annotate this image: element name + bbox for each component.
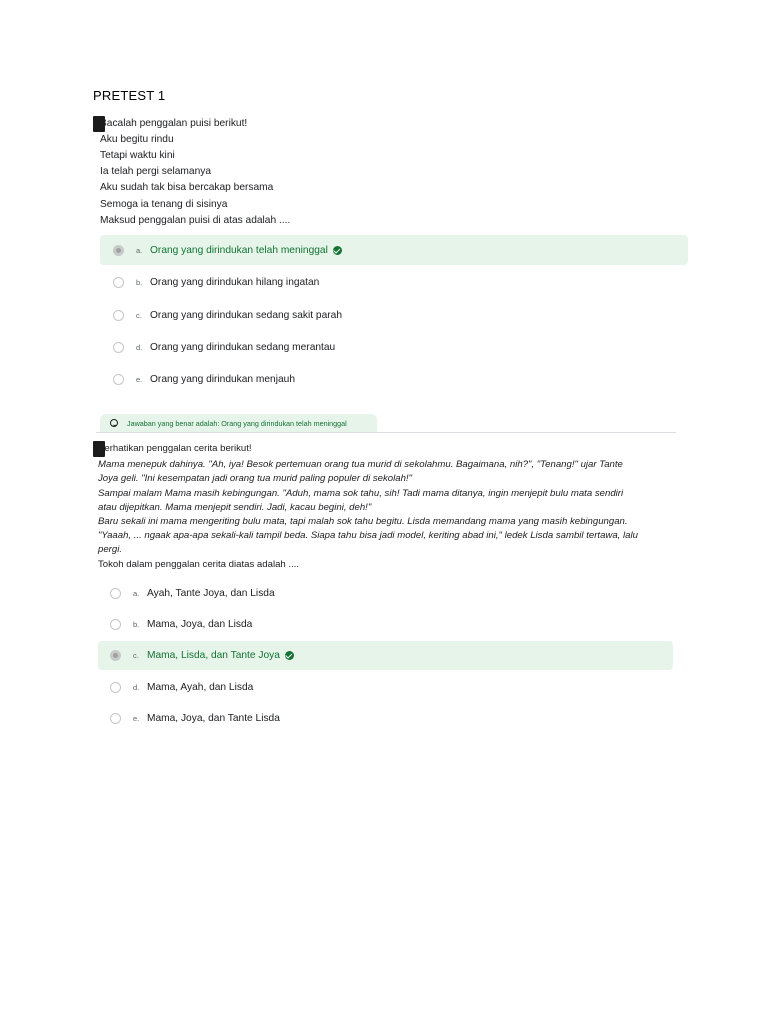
option-text: Mama, Joya, dan Lisda [147, 618, 253, 630]
radio-button[interactable] [110, 650, 121, 661]
option-text: Ayah, Tante Joya, dan Lisda [147, 587, 275, 599]
radio-button[interactable] [110, 682, 121, 693]
option-letter: c. [136, 310, 142, 320]
correct-answer-feedback [100, 414, 377, 432]
option-text: Orang yang dirindukan hilang ingatan [150, 276, 320, 288]
option-letter: b. [133, 619, 140, 629]
option-text: Orang yang dirindukan sedang sakit parah [150, 309, 342, 321]
radio-button[interactable] [113, 277, 124, 288]
poem-line: Ia telah pergi selamanya [100, 166, 211, 177]
option-letter: b. [136, 277, 143, 287]
option-text: Orang yang dirindukan menjauh [150, 373, 295, 385]
answer-option-c[interactable] [98, 641, 673, 670]
story-line: Sampai malam Mama masih kebingungan. "Aduh, mama sok tahu, sih! Tadi mama ditanya, ingin menjepit bulu mata sendiri [98, 488, 624, 499]
option-text: Mama, Joya, dan Tante Lisda [147, 712, 280, 724]
option-text: Mama, Ayah, dan Lisda [147, 681, 254, 693]
question-prompt: Maksud penggalan puisi di atas adalah .... [100, 215, 291, 226]
option-text: Orang yang dirindukan telah meninggal [150, 244, 328, 256]
option-letter: c. [133, 651, 139, 660]
page-title: PRETEST 1 [93, 88, 166, 103]
option-letter: a. [133, 588, 140, 598]
story-line: Mama menepuk dahinya. "Ah, iya! Besok pertemuan orang tua murid di sekolahmu. Bagaimana, nih?", "Tenang!" ujar Tante [98, 459, 623, 470]
story-line: Joya geli. "Ini kesempatan jadi orang tua murid paling populer di sekolah!" [98, 473, 412, 484]
poem-line: Tetapi waktu kini [100, 150, 175, 161]
answer-option-a[interactable] [98, 579, 673, 607]
answer-option-b[interactable] [98, 610, 673, 638]
radio-button[interactable] [110, 588, 121, 599]
radio-button[interactable] [113, 310, 124, 321]
option-letter: e. [136, 374, 143, 384]
answer-option-a[interactable] [100, 235, 688, 265]
radio-button[interactable] [110, 619, 121, 630]
correct-check-icon [333, 246, 342, 255]
option-letter: d. [133, 682, 140, 692]
question-text: Bacalah penggalan puisi berikut! [100, 118, 248, 129]
story-line: Baru sekali ini mama mengeriting bulu mata, tapi malah sok tahu begitu. Lisda memandang mama yang masih kebingungan. [98, 516, 628, 527]
story-line: atau dijepitkan. Mama menjepit sendiri. Jadi, kacau begini, deh!" [98, 502, 372, 513]
radio-button[interactable] [110, 713, 121, 724]
answer-option-d[interactable] [100, 333, 688, 361]
radio-button[interactable] [113, 245, 124, 256]
radio-button[interactable] [113, 374, 124, 385]
answer-option-e[interactable] [100, 365, 688, 393]
smiley-icon [110, 419, 118, 427]
question-text: Perhatikan penggalan cerita berikut! [98, 443, 252, 454]
question-prompt: Tokoh dalam penggalan cerita diatas adalah .... [98, 559, 300, 570]
radio-button[interactable] [113, 342, 124, 353]
story-line: "Yaaah, ... ngaak apa-apa sekali-kali tampil beda. Siapa tahu bisa jadi model, keriting abad ini," ledek Lisda sambil tertawa, lalu [98, 530, 638, 541]
poem-line: Aku begitu rindu [100, 134, 174, 145]
correct-check-icon [285, 651, 294, 660]
option-text: Orang yang dirindukan sedang merantau [150, 341, 336, 353]
answer-option-b[interactable] [100, 268, 688, 296]
divider [96, 432, 676, 433]
story-line: pergi. [98, 544, 122, 555]
answer-option-d[interactable] [98, 673, 673, 701]
option-letter: a. [136, 245, 143, 255]
poem-line: Semoga ia tenang di sisinya [100, 199, 228, 210]
option-letter: d. [136, 342, 143, 352]
answer-option-e[interactable] [98, 704, 673, 732]
answer-option-c[interactable] [100, 301, 688, 329]
option-text: Mama, Lisda, dan Tante Joya [147, 650, 280, 661]
poem-line: Aku sudah tak bisa bercakap bersama [100, 182, 274, 193]
feedback-text: Jawaban yang benar adalah: Orang yang dirindukan telah meninggal [127, 418, 347, 428]
option-letter: e. [133, 713, 140, 723]
